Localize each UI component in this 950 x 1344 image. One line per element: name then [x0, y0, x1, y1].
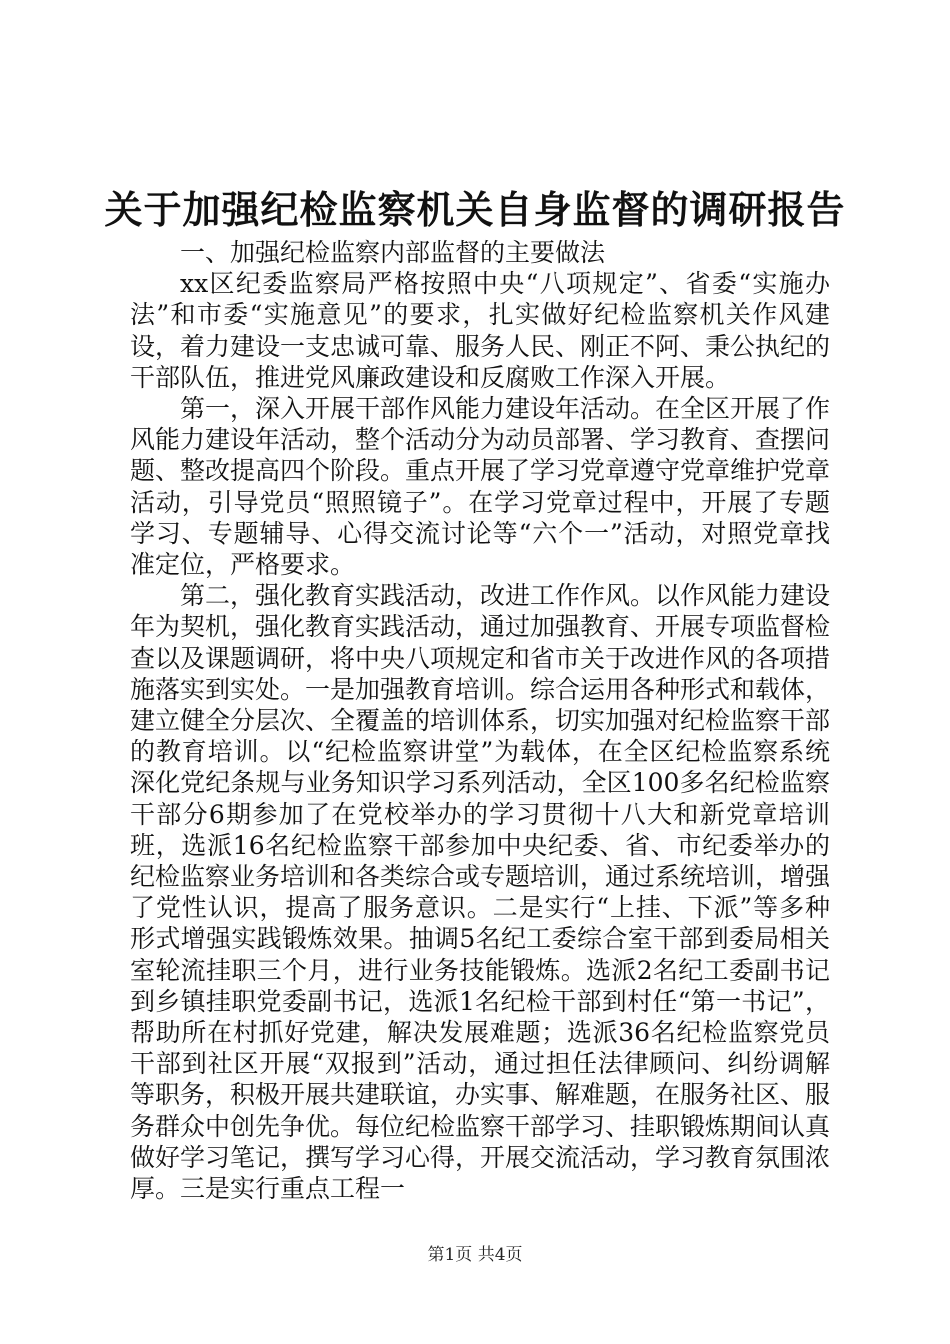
page-number-footer: 第1页 共4页 [427, 1245, 523, 1265]
paragraph-first: 第一，深入开展干部作风能力建设年活动。在全区开展了作风能力建设年活动，整个活动分为动员部署、学习教育、查摆问题、整改提高四个阶段。重点开展了学习党章遵守党章维护党章活动，引导党员“照照镜子”。在学习党章过程中，开展了专题学习、专题辅导、心得交流讨论等“六个一”活动，对照党章找准定位，严格要求。 [130, 394, 831, 580]
paragraph-second: 第二，强化教育实践活动，改进工作作风。以作风能力建设年为契机，强化教育实践活动，通过加强教育、开展专项监督检查以及课题调研，将中央八项规定和省市关于改进作风的各项措施落实到实处。一是加强教育培训。综合运用各种形式和载体，建立健全分层次、全覆盖的培训体系，切实加强对纪检监察干部的教育培训。以“纪检监察讲堂”为载体，在全区纪检监察系统深化党纪条规与业务知识学习系列活动，全区100多名纪检监察干部分6期参加了在党校举办的学习贯彻十八大和新党章培训班，选派16名纪检监察干部参加中央纪委、省、市纪委举办的纪检监察业务培训和各类综合或专题培训，通过系统培训，增强了党性认识，提高了服务意识。二是实行“上挂、下派”等多种形式增强实践锻炼效果。抽调5名纪工委综合室干部到委局相关室轮流挂职三个月，进行业务技能锻炼。选派2名纪工委副书记到乡镇挂职党委副书记，选派1名纪检干部到村任“第一书记”，帮助所在村抓好党建，解决发展难题；选派36名纪检监察党员干部到社区开展“双报到”活动，通过担任法律顾问、纠纷调解等职务，积极开展共建联谊，办实事、解难题，在服务社区、服务群众中创先争优。每位纪检监察干部学习、挂职锻炼期间认真做好学习笔记，撰写学习心得，开展交流活动，学习教育氛围浓厚。三是实行重点工程一 [130, 581, 831, 1204]
section-heading: 一、加强纪检监察内部监督的主要做法 [180, 238, 606, 267]
document-title: 关于加强纪检监察机关自身监督的调研报告 [104, 187, 846, 232]
document-body [130, 237, 830, 1204]
paragraph-intro: xx区纪委监察局严格按照中央“八项规定”、省委“实施办法”和市委“实施意见”的要求，扎实做好纪检监察机关作风建设，着力建设一支忠诚可靠、服务人民、刚正不阿、秉公执纪的干部队伍，推进党风廉政建设和反腐败工作深入开展。 [130, 269, 831, 392]
